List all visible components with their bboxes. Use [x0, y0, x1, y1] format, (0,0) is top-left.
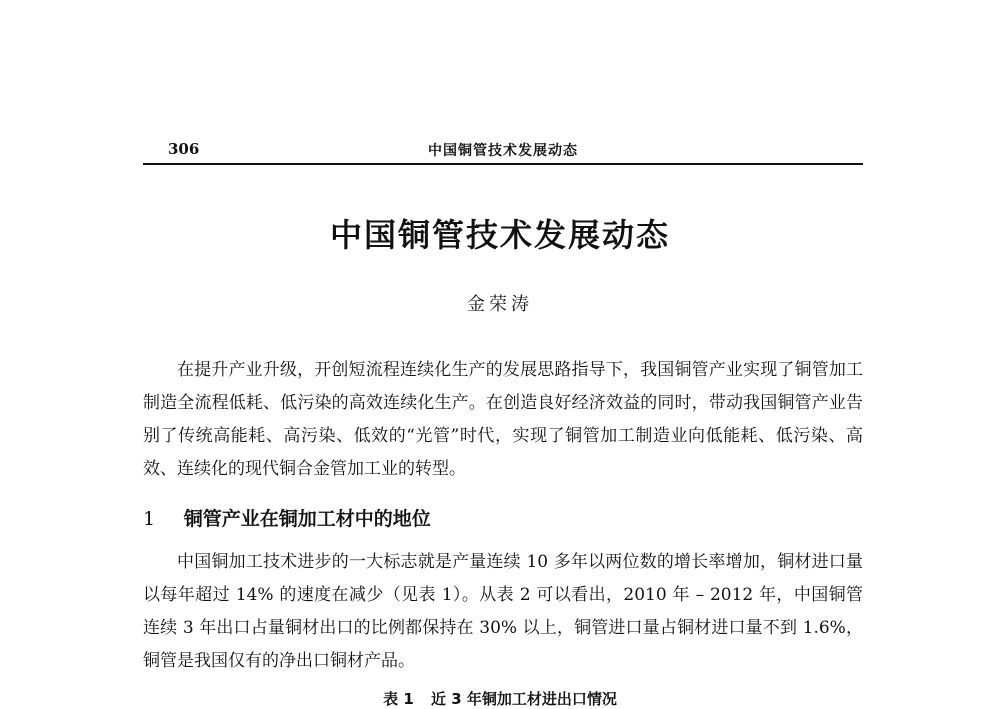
table-caption: [0, 688, 1000, 709]
running-header: [143, 137, 863, 165]
intro-paragraph: 在提升产业升级，开创短流程连续化生产的发展思路指导下，我国铜管产业实现了铜管加工制造全流程低耗、低污染的高效连续化生产。在创造良好经济效益的同时，带动我国铜管产业告别了传统高能耗、高污染、低效的“光管”时代，实现了铜管加工制造业向低能耗、低污染、高效、连续化的现代铜合金管加工业的转型。: [143, 360, 863, 479]
section-heading: [143, 504, 431, 531]
page-number: 306: [168, 140, 200, 158]
table-title: 近 3 年铜加工材进出口情况: [431, 690, 617, 708]
table-label: 表 1: [383, 690, 414, 708]
article-author: 金荣涛: [467, 294, 533, 315]
article-title: 中国铜管技术发展动态: [329, 216, 670, 254]
section-number: 1: [143, 508, 156, 530]
section-paragraph: 中国铜加工技术进步的一大标志就是产量连续 10 多年以两位数的增长率增加，铜材进口量以每年超过 14% 的速度在减少（见表 1）。从表 2 可以看出，2010 年 – 2012 年，中国铜管连续 3 年出口占量铜材出口的比例都保持在 30% 以上，铜管进口量占铜材进口量不到 1.6%，铜管是我国仅有的净出口铜材产品。: [143, 552, 863, 671]
section-title: 铜管产业在铜加工材中的地位: [183, 508, 431, 530]
running-title: 中国铜管技术发展动态: [428, 143, 578, 159]
